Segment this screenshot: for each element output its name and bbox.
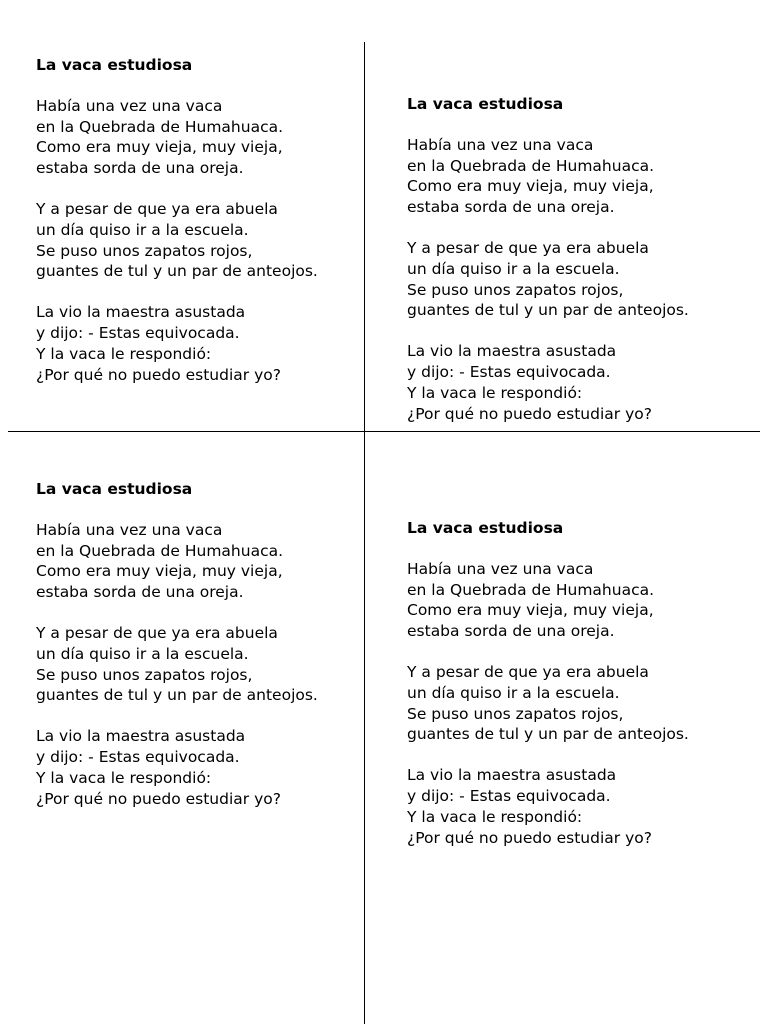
poem-line: guantes de tul y un par de anteojos. — [407, 301, 689, 320]
poem-line: y dijo: - Estas equivocada. — [407, 362, 611, 381]
poem-line: ¿Por qué no puedo estudiar yo? — [36, 789, 281, 808]
poem-line: Había una vez una vaca — [407, 559, 594, 578]
poem-title: La vaca estudiosa — [36, 480, 193, 498]
poem-line: Y la vaca le respondió: — [407, 807, 583, 826]
stanza-1 — [407, 559, 737, 642]
horizontal-cut-line — [8, 431, 760, 432]
poem-card-bottom-left — [36, 479, 366, 809]
poem-line: estaba sorda de una oreja. — [36, 583, 244, 602]
poem-line: Como era muy vieja, muy vieja, — [407, 177, 654, 196]
poem-card-top-right — [407, 94, 737, 424]
poem-line: y dijo: - Estas equivocada. — [36, 747, 240, 766]
stanza-3 — [407, 765, 737, 848]
stanza-1 — [36, 96, 366, 179]
poem-line: Había una vez una vaca — [407, 135, 594, 154]
poem-line: ¿Por qué no puedo estudiar yo? — [407, 828, 652, 847]
poem-line: un día quiso ir a la escuela. — [36, 644, 249, 663]
poem-line: Y a pesar de que ya era abuela — [36, 623, 278, 642]
poem-title: La vaca estudiosa — [407, 95, 564, 113]
poem-line: La vio la maestra asustada — [36, 303, 246, 322]
poem-line: Como era muy vieja, muy vieja, — [36, 562, 283, 581]
poem-line: estaba sorda de una oreja. — [407, 198, 615, 217]
poem-line: Como era muy vieja, muy vieja, — [36, 138, 283, 157]
poem-line: en la Quebrada de Humahuaca. — [407, 580, 655, 599]
poem-line: en la Quebrada de Humahuaca. — [36, 117, 284, 136]
poem-line: La vio la maestra asustada — [407, 342, 617, 361]
stanza-3 — [36, 302, 366, 385]
stanza-3 — [407, 341, 737, 424]
poem-line: Y a pesar de que ya era abuela — [36, 199, 278, 218]
poem-line: guantes de tul y un par de anteojos. — [407, 725, 689, 744]
poem-line: La vio la maestra asustada — [36, 727, 246, 746]
poem-line: en la Quebrada de Humahuaca. — [407, 156, 655, 175]
stanza-2 — [36, 623, 366, 706]
poem-title: La vaca estudiosa — [36, 56, 193, 74]
poem-card-bottom-right — [407, 518, 737, 848]
poem-line: un día quiso ir a la escuela. — [407, 259, 620, 278]
poem-line: La vio la maestra asustada — [407, 766, 617, 785]
poem-line: Y la vaca le respondió: — [36, 768, 212, 787]
stanza-1 — [407, 135, 737, 218]
poem-line: un día quiso ir a la escuela. — [407, 683, 620, 702]
stanza-3 — [36, 726, 366, 809]
poem-line: Había una vez una vaca — [36, 520, 223, 539]
stanza-2 — [407, 238, 737, 321]
poem-line: ¿Por qué no puedo estudiar yo? — [36, 365, 281, 384]
poem-card-top-left — [36, 55, 366, 385]
poem-line: en la Quebrada de Humahuaca. — [36, 541, 284, 560]
poem-line: Se puso unos zapatos rojos, — [36, 665, 253, 684]
poem-line: guantes de tul y un par de anteojos. — [36, 262, 318, 281]
poem-line: Se puso unos zapatos rojos, — [407, 280, 624, 299]
poem-line: Y la vaca le respondió: — [407, 383, 583, 402]
poem-line: Y a pesar de que ya era abuela — [407, 238, 649, 257]
poem-line: Y a pesar de que ya era abuela — [407, 662, 649, 681]
stanza-2 — [36, 199, 366, 282]
stanza-1 — [36, 520, 366, 603]
poem-line: guantes de tul y un par de anteojos. — [36, 686, 318, 705]
poem-line: y dijo: - Estas equivocada. — [407, 786, 611, 805]
poem-title: La vaca estudiosa — [407, 519, 564, 537]
poem-line: estaba sorda de una oreja. — [36, 159, 244, 178]
poem-line: Se puso unos zapatos rojos, — [407, 704, 624, 723]
poem-line: un día quiso ir a la escuela. — [36, 220, 249, 239]
stanza-2 — [407, 662, 737, 745]
poem-line: Como era muy vieja, muy vieja, — [407, 601, 654, 620]
poem-line: estaba sorda de una oreja. — [407, 622, 615, 641]
poem-line: Se puso unos zapatos rojos, — [36, 241, 253, 260]
poem-line: Y la vaca le respondió: — [36, 344, 212, 363]
poem-line: ¿Por qué no puedo estudiar yo? — [407, 404, 652, 423]
poem-line: Había una vez una vaca — [36, 96, 223, 115]
poem-line: y dijo: - Estas equivocada. — [36, 323, 240, 342]
